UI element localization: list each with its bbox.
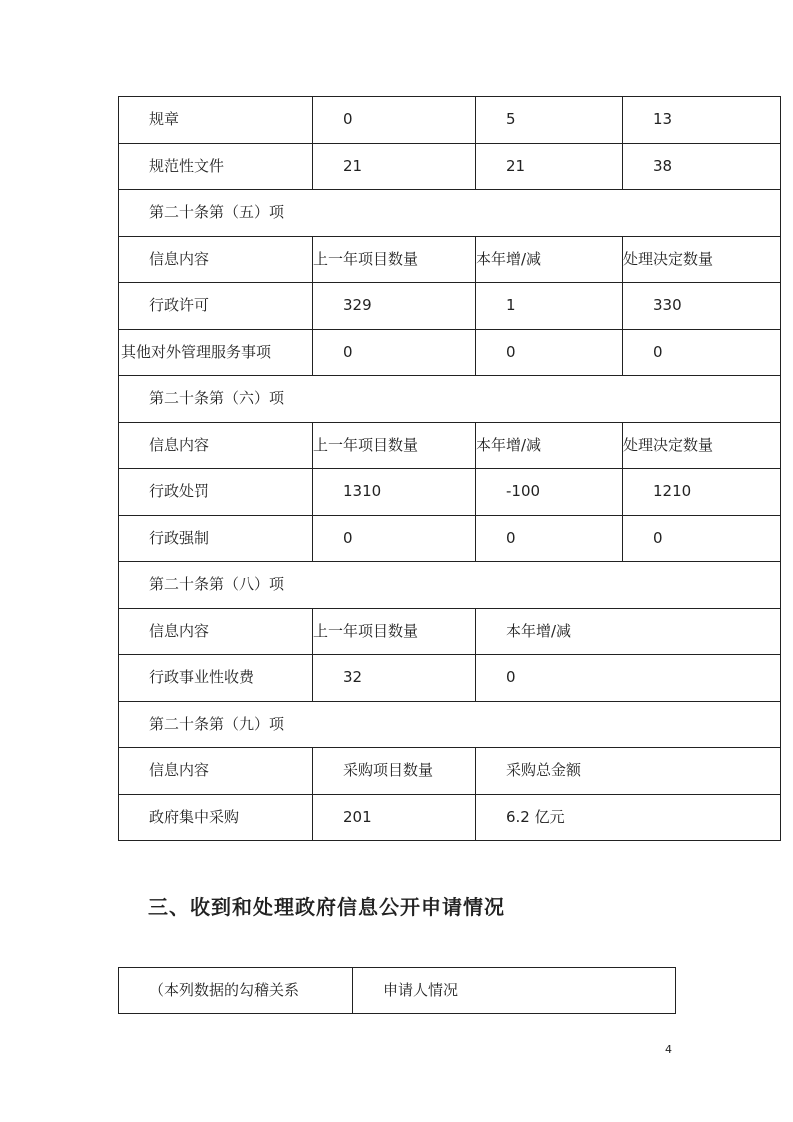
prev-year-count: 21 <box>313 143 476 190</box>
statistics-table <box>118 96 781 841</box>
change-count: -100 <box>476 469 623 516</box>
header-cell: 上一年项目数量 <box>313 236 476 283</box>
row-label: 规章 <box>119 97 313 144</box>
table-row <box>119 143 781 190</box>
decision-count: 0 <box>623 515 781 562</box>
header-cell: 上一年项目数量 <box>313 608 476 655</box>
row-label: 行政强制 <box>119 515 313 562</box>
table-row <box>119 329 781 376</box>
table-row <box>119 515 781 562</box>
section-title: 第二十条第（六）项 <box>119 376 781 423</box>
header-cell: 上一年项目数量 <box>313 422 476 469</box>
header-cell: 处理决定数量 <box>623 236 781 283</box>
header-cell: 信息内容 <box>119 748 313 795</box>
change-count: 0 <box>476 515 623 562</box>
header-cell: 本年增/减 <box>476 236 623 283</box>
table-row <box>119 968 676 1014</box>
change-count: 1 <box>476 283 623 330</box>
section-heading: 三、收到和处理政府信息公开申请情况 <box>148 895 505 919</box>
change-count: 5 <box>476 97 623 144</box>
table-row <box>119 283 781 330</box>
procurement-amount: 6.2 亿元 <box>476 794 781 841</box>
section-row <box>119 562 781 609</box>
header-cell: 信息内容 <box>119 608 313 655</box>
table-row <box>119 655 781 702</box>
section-title: 第二十条第（九）项 <box>119 701 781 748</box>
decision-count: 0 <box>623 329 781 376</box>
decision-count: 13 <box>623 97 781 144</box>
row-label: 行政事业性收费 <box>119 655 313 702</box>
applicant-table <box>118 967 676 1014</box>
header-row <box>119 236 781 283</box>
change-count: 21 <box>476 143 623 190</box>
header-cell: 采购总金额 <box>476 748 781 795</box>
column-note-cell: （本列数据的勾稽关系 <box>119 968 353 1014</box>
section-title: 第二十条第（八）项 <box>119 562 781 609</box>
header-row <box>119 422 781 469</box>
header-cell: 本年增/减 <box>476 422 623 469</box>
header-cell: 信息内容 <box>119 236 313 283</box>
prev-year-count: 329 <box>313 283 476 330</box>
decision-count: 38 <box>623 143 781 190</box>
prev-year-count: 1310 <box>313 469 476 516</box>
applicant-header-cell: 申请人情况 <box>353 968 676 1014</box>
page-number: 4 <box>665 1043 672 1056</box>
decision-count: 1210 <box>623 469 781 516</box>
header-row <box>119 608 781 655</box>
table-row <box>119 97 781 144</box>
change-count: 0 <box>476 329 623 376</box>
row-label: 规范性文件 <box>119 143 313 190</box>
section-row <box>119 701 781 748</box>
table-row <box>119 794 781 841</box>
prev-year-count: 0 <box>313 97 476 144</box>
prev-year-count: 32 <box>313 655 476 702</box>
prev-year-count: 0 <box>313 329 476 376</box>
row-label: 政府集中采购 <box>119 794 313 841</box>
header-cell: 处理决定数量 <box>623 422 781 469</box>
prev-year-count: 0 <box>313 515 476 562</box>
change-count: 0 <box>476 655 781 702</box>
section-row <box>119 190 781 237</box>
header-cell: 信息内容 <box>119 422 313 469</box>
row-label: 其他对外管理服务事项 <box>119 329 313 376</box>
row-label: 行政处罚 <box>119 469 313 516</box>
header-cell: 采购项目数量 <box>313 748 476 795</box>
procurement-count: 201 <box>313 794 476 841</box>
section-row <box>119 376 781 423</box>
table-row <box>119 469 781 516</box>
decision-count: 330 <box>623 283 781 330</box>
header-row <box>119 748 781 795</box>
row-label: 行政许可 <box>119 283 313 330</box>
section-title: 第二十条第（五）项 <box>119 190 781 237</box>
header-cell: 本年增/减 <box>476 608 781 655</box>
